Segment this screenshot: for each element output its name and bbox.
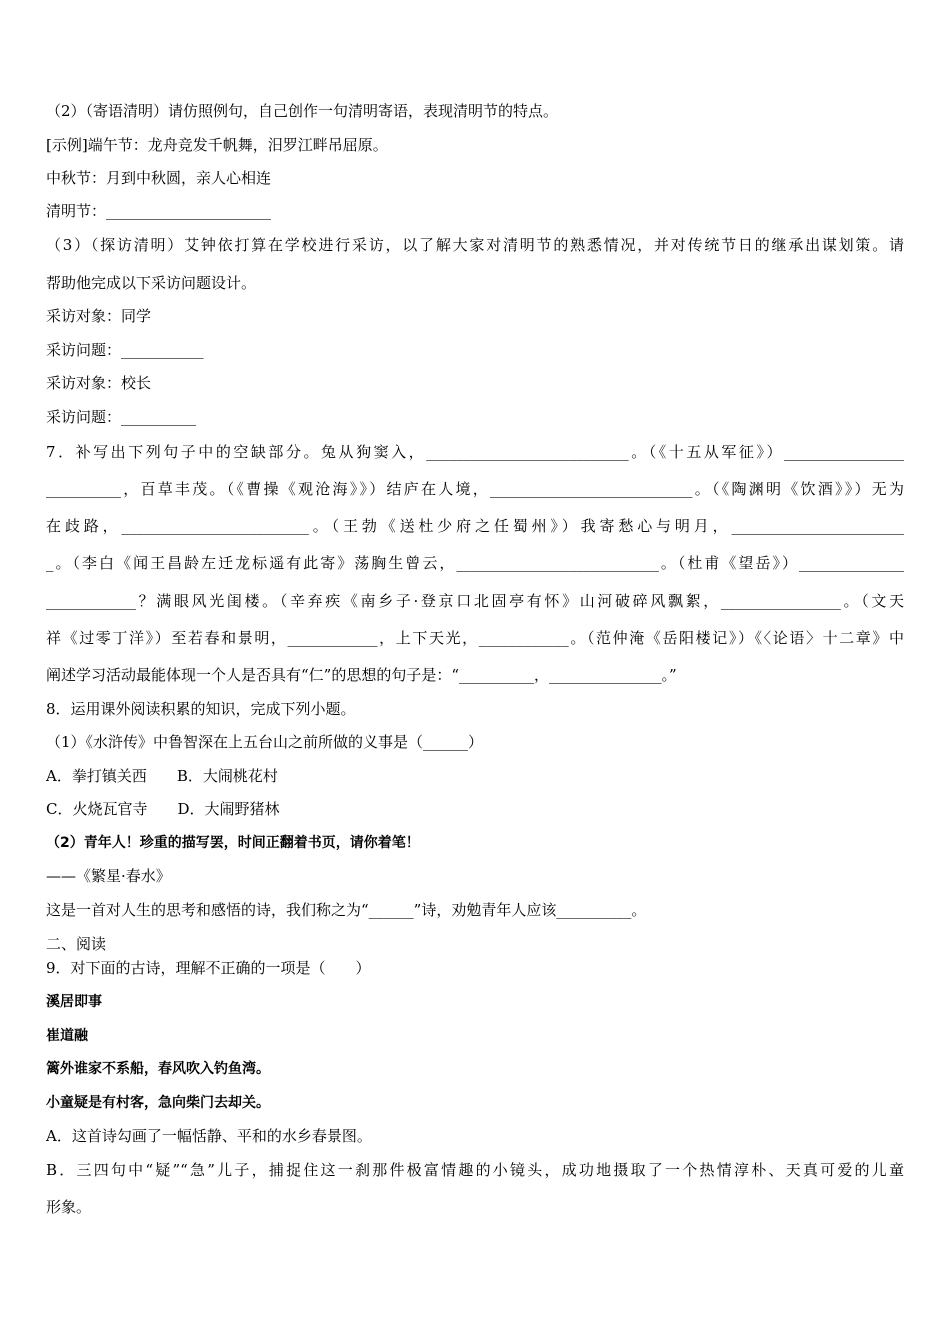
q6-3-prompt-line1: （3）（探访清明）艾钟依打算在学校进行采访，以了解大家对清明节的熟悉情况，并对传统节日的继承出谋划策。请	[46, 236, 904, 254]
interview-question-principal: 采访问题：__________	[46, 408, 197, 426]
poem-line2: 小童疑是有村客，急向柴门去却关。	[46, 1095, 270, 1111]
q9-option-a: A．这首诗勾画了一幅恬静、平和的水乡春景图。	[46, 1127, 372, 1145]
q7-line6: 祥《过零丁洋》）至若春和景明，____________，上下天光，____________。（范仲淹《岳阳楼记》）《〈论语〉十二章》中	[46, 629, 904, 647]
q8-2-source: ——《繁星·春水》	[46, 867, 171, 885]
poem-author: 崔道融	[46, 1028, 88, 1044]
qingming-blank: 清明节：______________________	[46, 202, 272, 220]
q7-line7: 阐述学习活动最能体现一个人是否具有“仁”的思想的句子是：“__________，_______________。”	[46, 666, 677, 684]
interview-target-student: 采访对象：同学	[46, 307, 152, 325]
q8-1-prompt: （1）《水浒传》中鲁智深在上五台山之前所做的义事是（______）	[46, 733, 484, 751]
interview-target-principal: 采访对象：校长	[46, 374, 152, 392]
q9-option-b-line1: B．三四句中“疑”“急”儿子，捕捉住这一刹那件极富情趣的小镜头，成功地摄取了一个热情淳朴、天真可爱的儿童	[46, 1161, 904, 1179]
poem-title: 溪居即事	[46, 994, 102, 1010]
q6-2-prompt: （2）（寄语清明）请仿照例句，自己创作一句清明寄语，表现清明节的特点。	[46, 102, 559, 120]
q7-line1: 7．补写出下列句子中的空缺部分。兔从狗窦入，___________________________。（《十五从军征》）________________	[46, 443, 904, 461]
q7-line4: _。（李白《闻王昌龄左迁龙标遥有此寄》荡胸生曾云，___________________________。（杜甫《望岳》）______________	[46, 554, 904, 572]
q9-option-b-line2: 形象。	[46, 1198, 92, 1216]
q7-line3: 在歧路，_________________________。（王勃《送杜少府之任蜀州》）我寄愁心与明月，_______________________	[46, 517, 904, 535]
q7-line5: ____________？满眼风光闺楼。（辛弃疾《南乡子·登京口北固亭有怀》山河破碎风飘絮，________________。（文天	[46, 592, 904, 610]
q8-1-options-cd: C．火烧瓦官寺 D．大闹野猪林	[46, 800, 280, 818]
q8-prompt: 8．运用课外阅读积累的知识，完成下列小题。	[46, 700, 356, 718]
interview-question-student: 采访问题：___________	[46, 341, 204, 359]
section-reading-heading: 二、阅读	[46, 935, 107, 953]
q9-prompt: 9．对下面的古诗，理解不正确的一项是（ ）	[46, 959, 371, 977]
q8-1-options-ab: A．拳打镇关西 B．大闹桃花村	[46, 767, 278, 785]
poem-line1: 篱外谁家不系船，春风吹入钓鱼湾。	[46, 1061, 270, 1077]
q8-2-prompt: 这是一首对人生的思考和感悟的诗，我们称之为“______”诗，劝勉青年人应该__________。	[46, 901, 647, 919]
example-mid-autumn: 中秋节：月到中秋圆，亲人心相连	[46, 169, 272, 187]
q8-2-quote: （2）青年人！珍重的描写罢，时间正翻着书页，请你着笔！	[46, 835, 420, 851]
q6-3-prompt-line2: 帮助他完成以下采访问题设计。	[46, 274, 257, 292]
example-dragon-boat: [示例]端午节：龙舟竞发千帆舞，汨罗江畔吊屈原。	[46, 136, 388, 154]
q7-line2: __________，百草丰茂。（《曹操《观沧海》》）结庐在人境，___________________________。（《陶渊明《饮酒》》）无为	[46, 480, 904, 498]
